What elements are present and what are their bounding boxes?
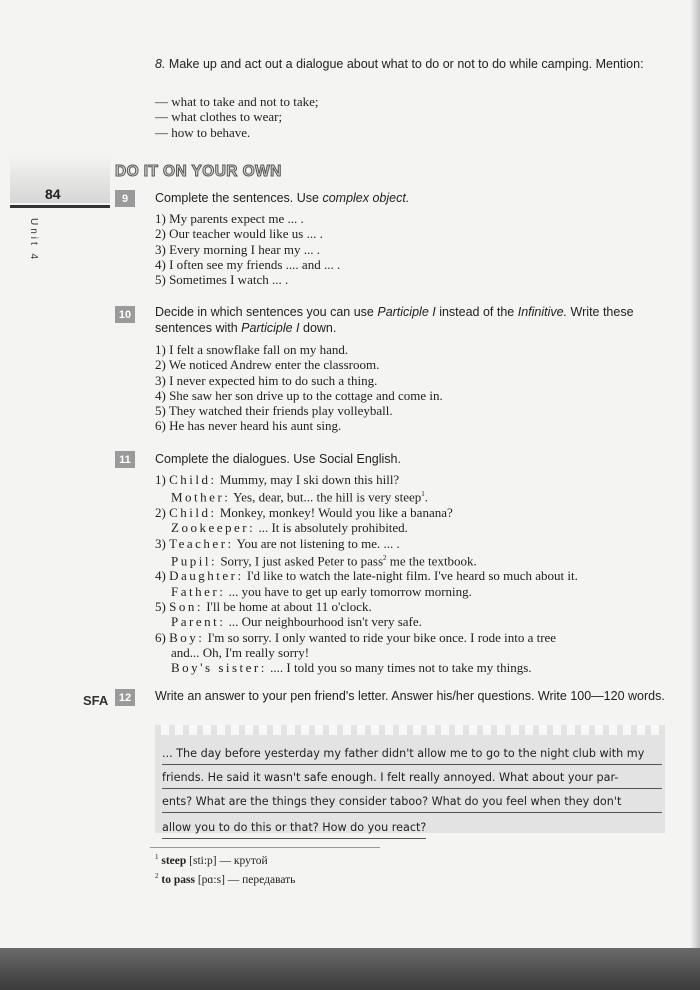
- speaker: Pupil:: [171, 553, 218, 569]
- speaker: Child:: [169, 472, 217, 487]
- exercise-11-number: 11: [115, 451, 135, 468]
- dialogue-line: 1) Child: Mummy, may I ski down this hill?: [155, 472, 400, 487]
- task8-text: Make up and act out a dialogue about what to do or not to do while camping. Mention:: [168, 57, 644, 71]
- task8-instruction: [155, 55, 665, 73]
- instruction-text: Decide in which sentences you can use: [155, 305, 378, 319]
- list-item: 3) Every morning I hear my ... .: [155, 241, 320, 257]
- list-item: 1) My parents expect me ... .: [155, 211, 304, 226]
- dialogue-line: 4) Daughter: I'd like to watch the late-night film. I've heard so much about it.: [155, 568, 578, 584]
- exercise-11-dialogues: [155, 472, 578, 676]
- letter-line: ents? What are the things they consider taboo? What do you feel when they don't: [162, 792, 662, 813]
- dialogue-line: 3) Teacher: You are not listening to me. ... .: [155, 535, 400, 551]
- exercise-9-number: 9: [115, 190, 135, 207]
- speaker: Daughter:: [169, 568, 244, 584]
- exercise-10-number: 10: [115, 306, 135, 323]
- instruction-emphasis: Participle I: [241, 321, 300, 335]
- speaker: Teacher:: [169, 535, 234, 551]
- speaker: Boy's sister:: [171, 660, 267, 676]
- list-item: 4) I often see my friends .... and ... .: [155, 256, 341, 272]
- instruction-text: Write these sentences with: [155, 305, 634, 335]
- exercise-9-instruction: [155, 190, 670, 206]
- speaker: Child:: [169, 504, 217, 520]
- footnotes: [155, 850, 295, 888]
- dialogue-line: Parent: ... Our neighbourhood isn't very safe.: [171, 614, 422, 630]
- list-item: 1) I felt a snowflake fall on my hand.: [155, 342, 349, 357]
- dialogue-line: 5) Son: I'll be home at about 11 o'clock.: [155, 599, 372, 615]
- exercise-12-number: 12: [115, 689, 135, 706]
- letter-line: ... The day before yesterday my father didn't allow me to go to the night club with my: [162, 744, 662, 765]
- dialogue-line: Boy's sister: .... I told you so many times not to take my things.: [171, 660, 532, 676]
- letter-line: allow you to do this or that? How do you react?: [162, 818, 426, 839]
- list-item: — what clothes to wear;: [155, 109, 283, 125]
- speaker: Parent:: [171, 614, 226, 630]
- sfa-label: SFA: [83, 693, 109, 708]
- list-item: 4) She saw her son drive up to the cottage and come in.: [155, 387, 443, 403]
- exercise-10-instruction: [155, 304, 670, 336]
- instruction-emphasis: Infinitive.: [517, 305, 568, 319]
- task8-list: [155, 94, 319, 140]
- list-item: — how to behave.: [155, 124, 251, 140]
- list-item: — what to take and not to take;: [155, 94, 319, 109]
- letter-line: friends. He said it wasn't safe enough. I felt really annoyed. What about your par-: [162, 768, 662, 789]
- dialogue-line: 6) Boy: I'm so sorry. I only wanted to ride your bike once. I rode into a tree: [155, 629, 557, 645]
- list-item: 2) We noticed Andrew enter the classroom.: [155, 357, 380, 373]
- instruction-emphasis: Participle I: [377, 305, 436, 319]
- task8-number: 8.: [155, 57, 166, 71]
- dialogue-line: 2) Child: Monkey, monkey! Would you like a banana?: [155, 504, 453, 520]
- speaker: Boy:: [169, 629, 205, 645]
- page-number-rule: [10, 205, 110, 208]
- exercise-9-list: [155, 211, 340, 287]
- instruction-text: down.: [299, 321, 337, 335]
- dialogue-line: Pupil: Sorry, I just asked Peter to pass$^2$ me the textbook.: [171, 553, 477, 569]
- dialogue-line: Zookeeper: ... It is absolutely prohibited.: [171, 520, 408, 536]
- page-number: 84: [45, 186, 61, 202]
- footnote: $^2$ to pass [pɑ:s] — передавать: [155, 871, 296, 886]
- dialogue-line: and... Oh, I'm really sorry!: [171, 644, 310, 660]
- list-item: 6) He has never heard his aunt sing.: [155, 418, 342, 434]
- speaker: Father:: [171, 583, 226, 599]
- speaker: Zookeeper:: [171, 520, 256, 536]
- exercise-10-list: [155, 342, 443, 434]
- letter-film-strip: [155, 725, 665, 735]
- instruction-text: Complete the sentences. Use: [155, 191, 323, 205]
- unit-label: Unit 4: [28, 218, 39, 263]
- dialogue-line: Father: ... you have to get up early tomorrow morning.: [171, 583, 472, 599]
- letter-text: [162, 744, 662, 842]
- footnote: $^1$ steep [sti:p] — крутой: [155, 853, 268, 867]
- speaker: Son:: [169, 599, 203, 615]
- list-item: 5) Sometimes I watch ... .: [155, 272, 289, 288]
- footnote-rule: [150, 847, 380, 848]
- dialogue-line: Mother: Yes, dear, but... the hill is very steep$^1$.: [171, 489, 428, 505]
- page-edge-shadow: [690, 0, 700, 990]
- list-item: 3) I never expected him to do such a thing.: [155, 372, 378, 388]
- speaker: Mother:: [171, 489, 231, 505]
- exercise-11-instruction: Complete the dialogues. Use Social English.: [155, 452, 401, 466]
- bottom-scan-bar: [0, 948, 700, 990]
- section-title: DO IT ON YOUR OWN: [115, 163, 282, 180]
- list-item: 2) Our teacher would like us ... .: [155, 226, 323, 242]
- instruction-text: instead of the: [435, 305, 518, 319]
- instruction-emphasis: complex object.: [322, 191, 410, 205]
- exercise-12-instruction: Write an answer to your pen friend's letter. Answer his/her questions. Write 100—120 words.: [155, 689, 665, 703]
- list-item: 5) They watched their friends play volleyball.: [155, 403, 393, 419]
